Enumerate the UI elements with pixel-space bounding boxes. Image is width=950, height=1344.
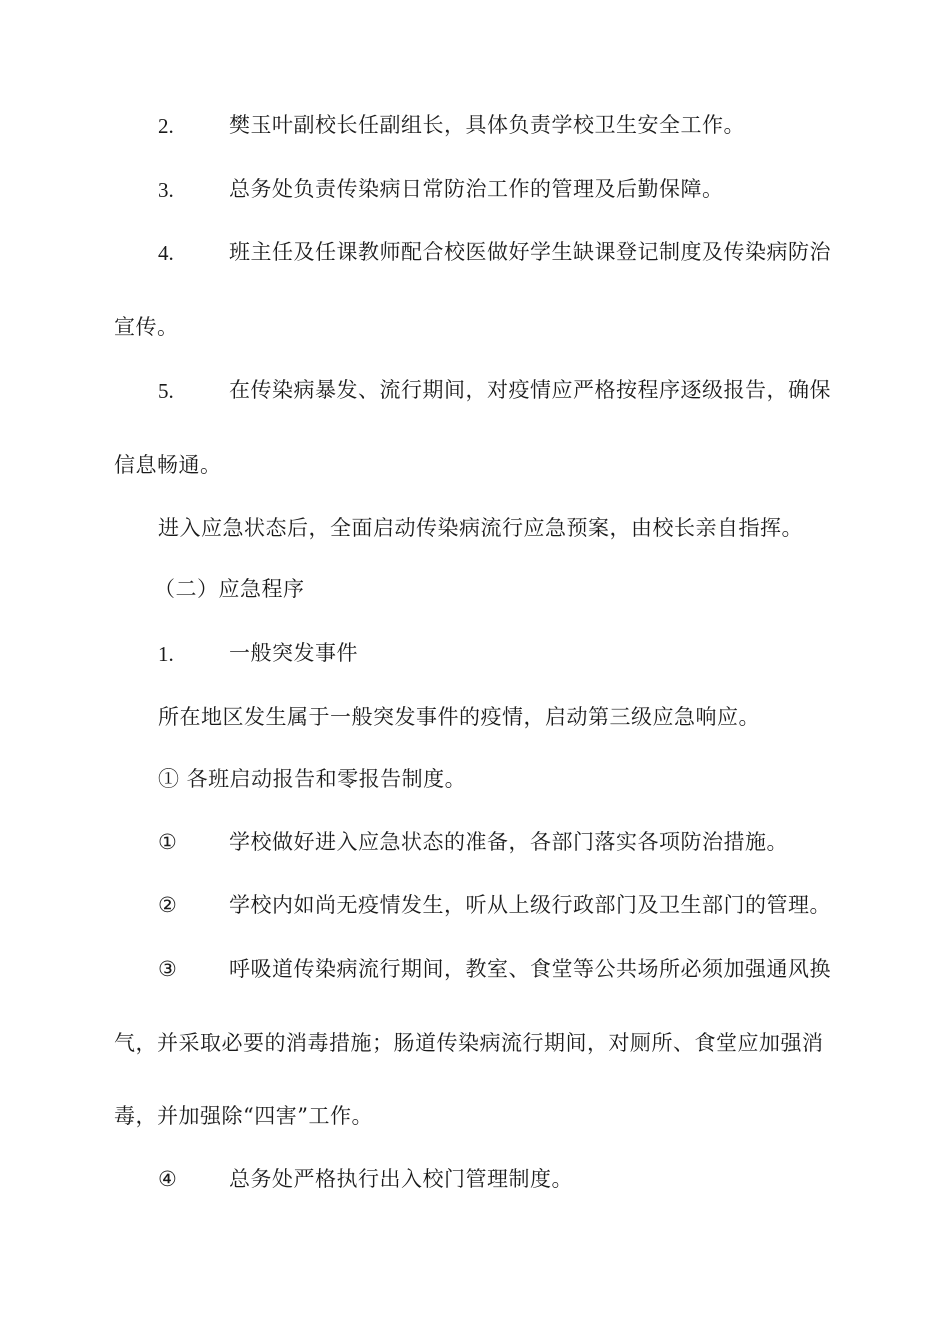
item-text: 在传染病暴发、流行期间，对疫情应严格按程序逐级报告，确保	[229, 378, 831, 402]
item-number: 4.	[158, 241, 174, 265]
measure-text: 呼吸道传染病流行期间，教室、食堂等公共场所必须加强通风换	[229, 957, 831, 981]
item-text: 班主任及任课教师配合校医做好学生缺课登记制度及传染病防治	[229, 240, 831, 264]
item-continuation: 信息畅通。	[114, 453, 222, 477]
item-number: 3.	[158, 178, 174, 202]
measure-marker: ④	[158, 1167, 177, 1191]
measure-marker: ①	[158, 830, 177, 854]
item-text: 总务处负责传染病日常防治工作的管理及后勤保障。	[229, 177, 724, 201]
item-number: 2.	[158, 114, 174, 138]
measure-continuation: 气，并采取必要的消毒措施；肠道传染病流行期间，对厕所、食堂应加强消	[114, 1031, 824, 1055]
item-text: 樊玉叶副校长任副组长，具体负责学校卫生安全工作。	[229, 113, 745, 137]
measure-marker: ②	[158, 893, 177, 917]
subsection-title: 一般突发事件	[229, 641, 358, 665]
measure-text: 学校做好进入应急状态的准备，各部门落实各项防治措施。	[229, 830, 788, 854]
item-number: 5.	[158, 379, 174, 403]
item-continuation: 宣传。	[114, 315, 179, 339]
report-item: ① 各班启动报告和零报告制度。	[158, 767, 467, 791]
measure-text: 学校内如尚无疫情发生，听从上级行政部门及卫生部门的管理。	[229, 893, 831, 917]
measure-text: 总务处严格执行出入校门管理制度。	[229, 1167, 573, 1191]
subsection-number: 1.	[158, 642, 174, 666]
measure-continuation: 毒，并加强除“四害”工作。	[114, 1104, 373, 1128]
emergency-statement: 进入应急状态后，全面启动传染病流行应急预案，由校长亲自指挥。	[158, 516, 803, 540]
response-statement: 所在地区发生属于一般突发事件的疫情，启动第三级应急响应。	[158, 705, 760, 729]
section-heading: （二）应急程序	[154, 577, 305, 601]
measure-marker: ③	[158, 957, 177, 981]
